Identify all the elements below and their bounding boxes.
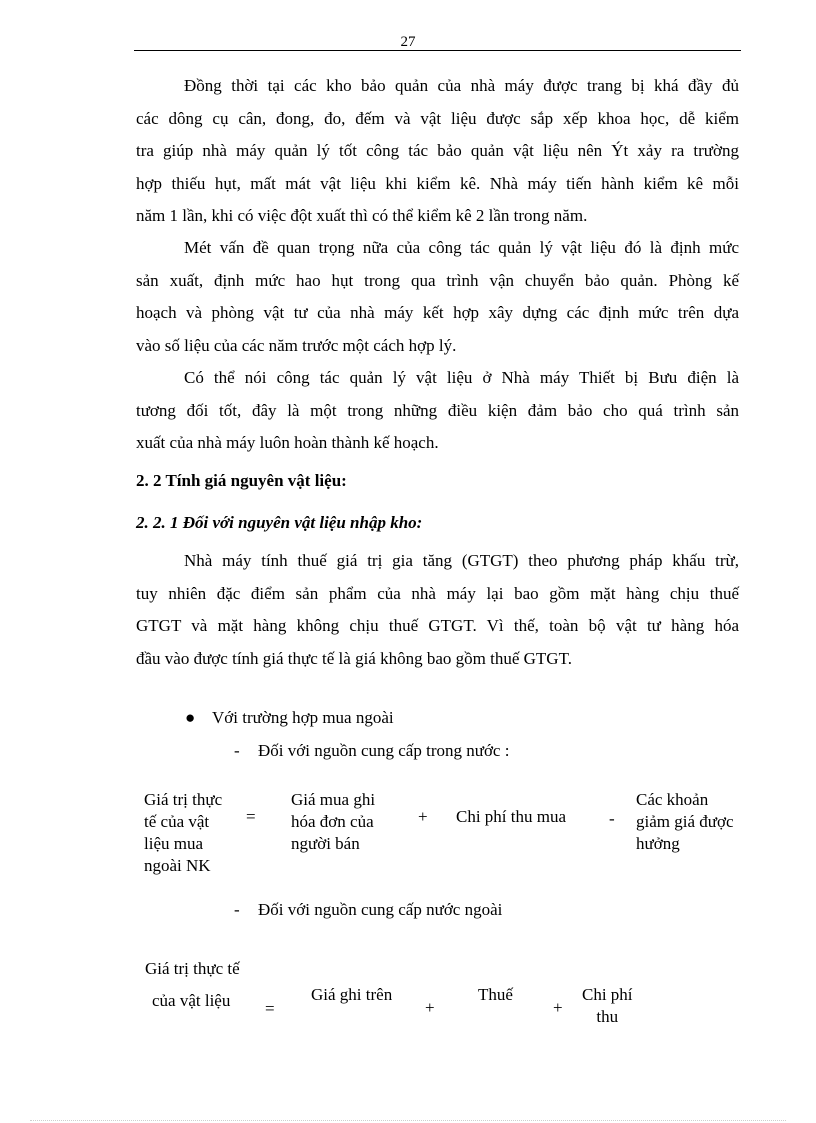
text-line: Đồng thời tại các kho bảo quản của nhà máy được trang bị khá đầy đủ — [184, 76, 739, 95]
formula-line: người bán — [291, 834, 360, 853]
equals-sign: = — [265, 999, 275, 1018]
paragraph-vat — [136, 545, 739, 675]
formula-line: giảm giá được — [636, 812, 734, 831]
formula2-result-line-2: của vật liệu — [152, 991, 231, 1010]
formula-line: hóa đơn của — [291, 812, 374, 831]
minus-sign: - — [609, 809, 615, 828]
formula-line: Giá trị thực — [144, 790, 223, 809]
dash-text: Đối với nguồn cung cấp nước ngoài — [258, 900, 503, 919]
formula2-result-line-1: Giá trị thực tế — [145, 959, 240, 978]
subsection-heading: 2. 2. 1 Đối với nguyên vật liệu nhập kho: — [136, 513, 423, 532]
formula-invoice-price-term — [291, 789, 375, 855]
paragraph-evaluation — [136, 362, 739, 460]
text-line: tuy nhiên đặc điểm sản phẩm của nhà máy lại bao gồm mặt hàng chịu thuế — [136, 583, 739, 603]
text-line: sản xuất, định mức hao hụt trong qua trình vận chuyển bảo quản. Phòng kế — [136, 270, 739, 290]
text-line: Nhà máy tính thuế giá trị gia tăng (GTGT) theo phương pháp khấu trừ, — [184, 551, 739, 570]
bullet-text: Với trường hợp mua ngoài — [212, 708, 394, 727]
dash-icon: - — [234, 900, 240, 919]
paragraph-storage — [136, 70, 739, 233]
formula-line: ngoài NK — [144, 856, 211, 875]
bullet-icon: ● — [185, 708, 196, 727]
text-line: đầu vào được tính giá thực tế là giá không bao gồm thuế GTGT. — [136, 648, 572, 668]
formula-line: thu — [596, 1007, 619, 1026]
paragraph-norms — [136, 232, 739, 362]
text-line: các dông cụ cân, đong, đo, đếm và vật liệu được sắp xếp khoa học, dễ kiểm — [136, 108, 739, 128]
plus-sign: + — [418, 807, 428, 826]
formula-line: Giá mua ghi — [291, 790, 376, 809]
formula2-tax-term: Thuế — [478, 985, 513, 1004]
plus-sign: + — [425, 998, 435, 1017]
text-line: năm 1 lần, khi có việc đột xuất thì có thể kiểm kê 2 lần trong năm. — [136, 206, 588, 225]
formula-line: hưởng — [636, 834, 680, 853]
text-line: tương đối tốt, đây là một trong những điều kiện đảm bảo cho quá trình sản — [136, 400, 739, 420]
text-line: Mét vấn đề quan trọng nữa của công tác quản lý vật liệu đó là định mức — [184, 238, 739, 257]
equals-sign: = — [246, 807, 256, 826]
formula-purchase-cost-term: Chi phí thu mua — [456, 807, 567, 826]
text-line: GTGT và mặt hàng không chịu thuế GTGT. Vì thế, toàn bộ vật tư hàng hóa — [136, 616, 739, 635]
dash-text: Đối với nguồn cung cấp trong nước : — [258, 741, 510, 760]
page-number: 27 — [400, 34, 416, 50]
text-line: Có thể nói công tác quản lý vật liệu ở Nhà máy Thiết bị Bưu điện là — [184, 368, 739, 387]
section-heading: 2. 2 Tính giá nguyên vật liệu: — [136, 471, 347, 490]
text-line: xuất của nhà máy luôn hoàn thành kế hoạch. — [136, 433, 439, 452]
formula-result-term — [144, 789, 222, 877]
text-line: tra giúp nhà máy quản lý tốt công tác bảo quản vật liệu nên Ýt xảy ra trường — [136, 141, 739, 160]
formula-line: Các khoản — [636, 790, 709, 809]
header-rule — [134, 50, 741, 51]
page-bottom-border — [30, 1120, 786, 1121]
dash-item-foreign — [234, 900, 502, 920]
formula-discount-term — [636, 789, 734, 855]
text-line: hợp thiếu hụt, mất mát vật liệu khi kiểm kê. Nhà máy tiến hành kiểm kê mỗi — [136, 173, 739, 193]
dash-icon: - — [234, 741, 240, 760]
text-line: hoạch và phòng vật tư của nhà máy kết hợp xây dựng các định mức trên dựa — [136, 303, 739, 322]
formula-line: liệu mua — [144, 834, 204, 853]
formula-line: Chi phí — [582, 985, 633, 1004]
dash-item-domestic — [234, 741, 509, 761]
formula2-price-term: Giá ghi trên — [311, 985, 393, 1004]
formula2-cost-term — [582, 984, 633, 1028]
text-line: vào số liệu của các năm trước một cách hợp lý. — [136, 335, 457, 355]
formula-line: tế của vật — [144, 812, 210, 831]
bullet-item — [185, 708, 394, 728]
plus-sign: + — [553, 998, 563, 1017]
